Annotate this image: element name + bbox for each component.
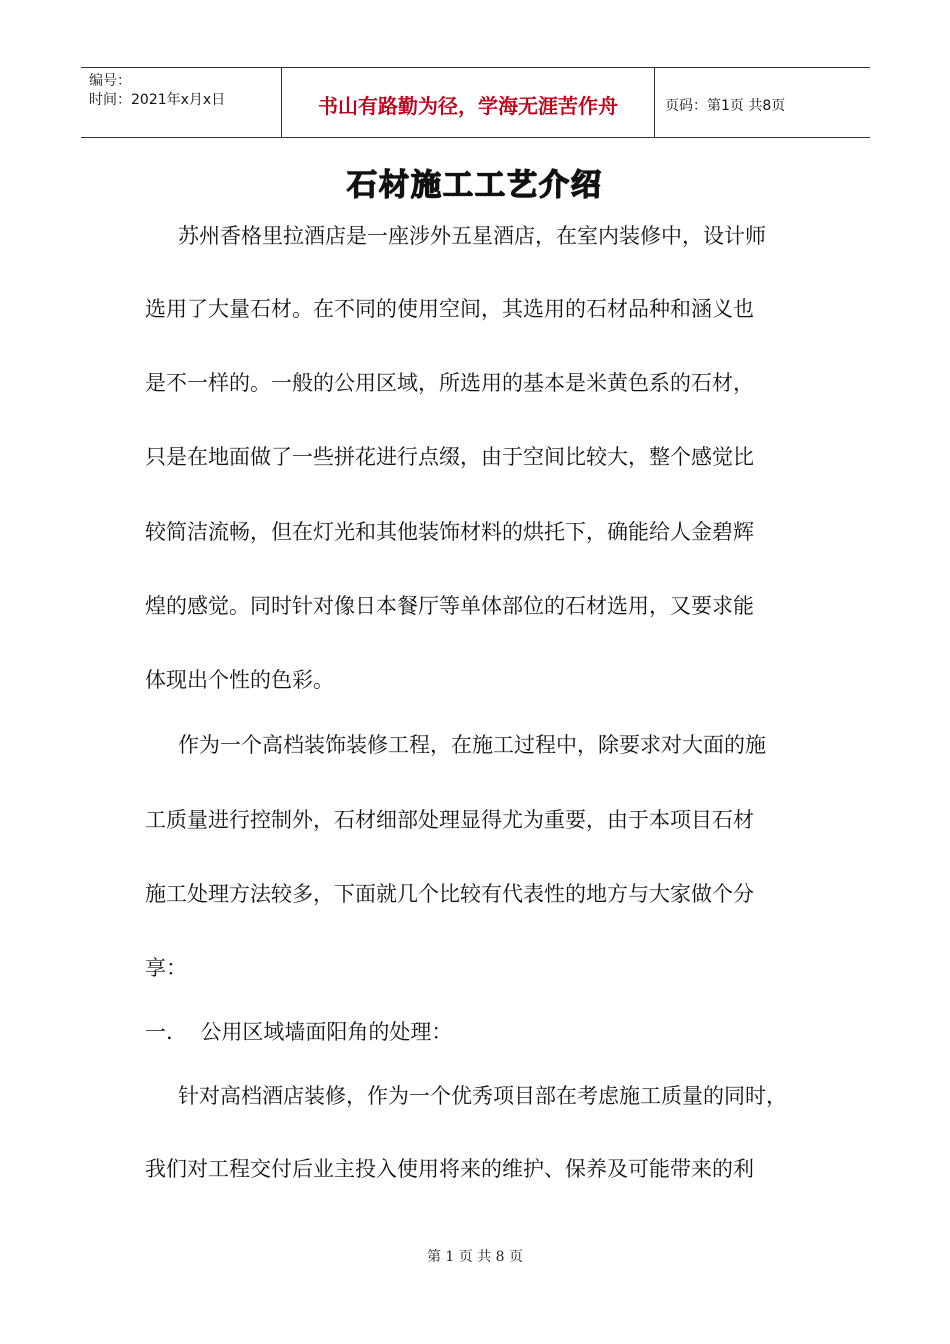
paragraph-line: 选用了大量石材。在不同的使用空间，其选用的石材品种和涵义也	[145, 297, 754, 321]
paragraph-line: 较简洁流畅，但在灯光和其他装饰材料的烘托下，确能给人金碧辉	[145, 520, 754, 544]
paragraph-line: 作为一个高档装饰装修工程，在施工过程中，除要求对大面的施	[178, 733, 766, 757]
paragraph-line: 施工处理方法较多，下面就几个比较有代表性的地方与大家做个分	[145, 882, 754, 906]
paragraph-line: 享：	[145, 956, 187, 980]
header-motto: 书山有路勤为径，学海无涯苦作舟	[282, 68, 655, 137]
header-meta-cell	[81, 68, 282, 137]
paragraph-line: 煌的感觉。同时针对像日本餐厅等单体部位的石材选用，又要求能	[145, 594, 754, 618]
paragraph-line: 针对高档酒店装修，作为一个优秀项目部在考虑施工质量的同时，	[178, 1084, 787, 1108]
paragraph-line: 工质量进行控制外，石材细部处理显得尤为重要，由于本项目石材	[145, 808, 754, 832]
document-number-label: 编号：	[89, 73, 131, 89]
document-title: 石材施工工艺介绍	[347, 168, 603, 203]
paragraph-line: 是不一样的。一般的公用区域，所选用的基本是米黄色系的石材，	[145, 371, 754, 395]
paragraph-line: 只是在地面做了一些拼花进行点缀，由于空间比较大，整个感觉比	[145, 445, 754, 469]
document-time-label: 时间：2021年x月x日	[89, 92, 226, 108]
header-table	[81, 67, 870, 138]
page-footer: 第 1 页 共 8 页	[426, 1249, 524, 1265]
paragraph-line: 苏州香格里拉酒店是一座涉外五星酒店，在室内装修中，设计师	[178, 224, 766, 248]
paragraph-line: 我们对工程交付后业主投入使用将来的维护、保养及可能带来的利	[145, 1157, 754, 1181]
paragraph-line: 体现出个性的色彩。	[145, 668, 334, 692]
header-page-info: 页码：第1页 共8页	[665, 97, 786, 114]
section-heading: 一. 公用区域墙面阳角的处理：	[145, 1020, 453, 1044]
